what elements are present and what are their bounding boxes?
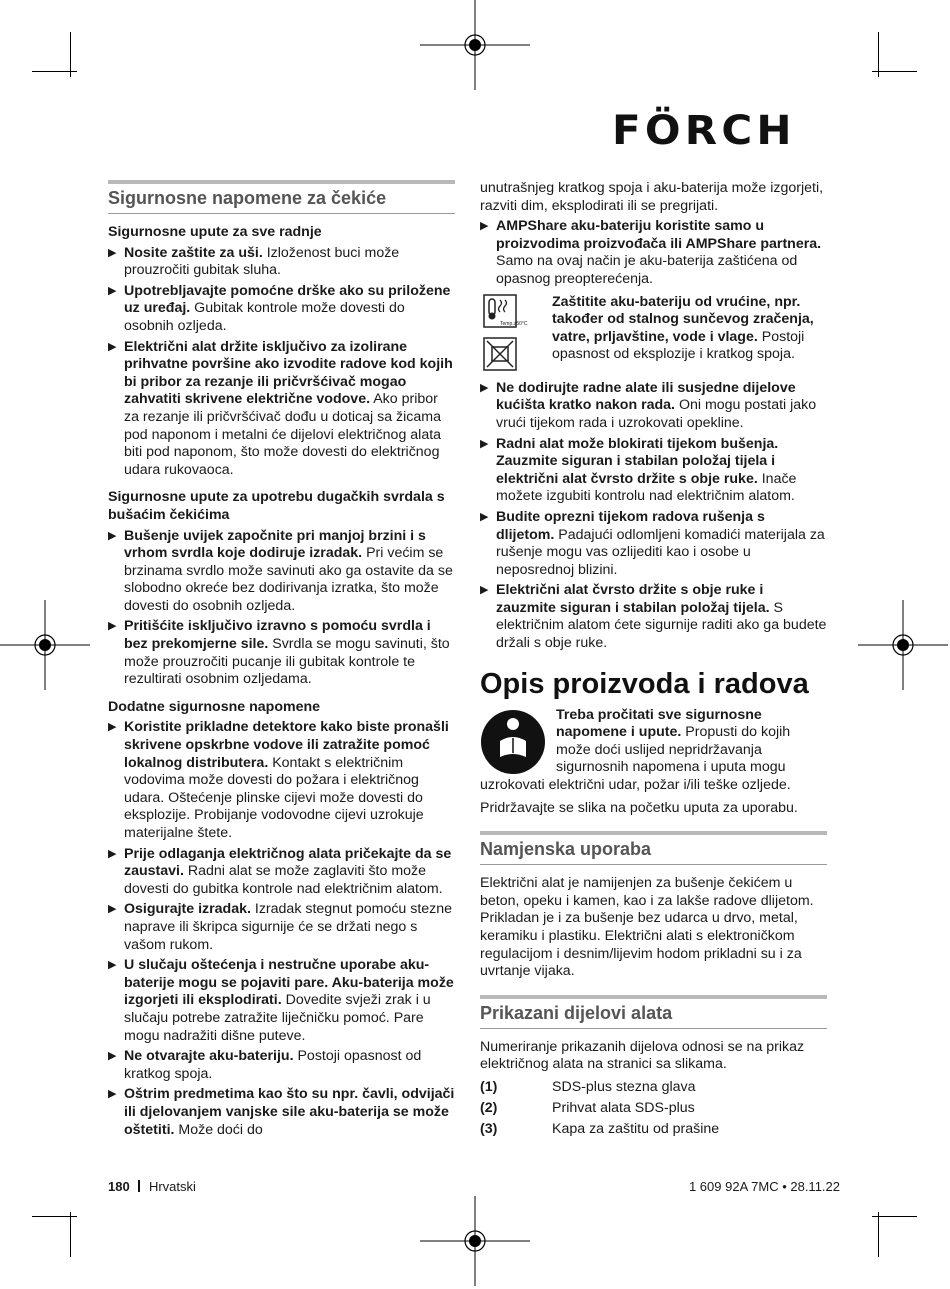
list-item <box>108 339 455 480</box>
item-text: Samo na ovaj način je aku-baterija zaštićena od opasnog preopterećenja. <box>496 253 798 287</box>
list-item <box>480 218 827 288</box>
document-code: 1 609 92A 7MC • 28.11.22 <box>688 1179 840 1194</box>
arrow-bullet-icon: ▶ <box>108 903 117 916</box>
arrow-bullet-icon: ▶ <box>480 381 489 394</box>
part-number: (1) <box>480 1078 498 1095</box>
item-bold: Koristite prikladne detektore kako biste pronašli skrivene opskrbne vodove ili zatražite pomoć lokalnog distributera. <box>124 719 449 771</box>
section-heading: Sigurnosne napomene za čekiće <box>108 180 455 214</box>
registration-mark-right <box>858 600 948 690</box>
item-bold: Pritišćite isključivo izravno s pomoću svrdla i bez prekomjerne sile. <box>124 618 431 653</box>
read-bold: Treba pročitati sve sigurnosne napomene i upute. <box>556 706 762 741</box>
page-number: 180 <box>108 1179 130 1194</box>
registration-mark-top <box>420 0 530 90</box>
read-text: Propusti do kojih može doći uslijed nepridržavanja sigurnosnih napomena i uputa mogu uzrokovati električni udar, požar i/ili teške ozljede. <box>480 724 791 794</box>
continued-text: unutrašnjeg kratkog spoja i aku-baterija može izgorjeti, razviti dim, eksplodirati ili se pregrijati. <box>480 180 824 214</box>
item-text: Pri većim se brzinama svrdlo može savinuti ako ga ostavite da se slobodno okreće bez dodirivanja izratka, što može dovesti do osobnih ozljeda. <box>124 545 453 614</box>
subheading: Sigurnosne upute za sve radnje <box>108 224 322 240</box>
arrow-bullet-icon: ▶ <box>108 620 117 633</box>
item-text: Kontakt s električnim vodovima može dovesti do požara i električnog udara. Oštećenje plinske cijevi može dovesti do eksplozije. Probijanje vodovodne cijevi uzrokuje materijalne štete. <box>124 754 424 841</box>
item-text: Padajući odlomljeni komadići materijala za rušenje mogu vas ozlijediti kao i osobe u neposrednoj blizini. <box>496 526 825 578</box>
arrow-bullet-icon: ▶ <box>480 220 489 233</box>
item-text: Dovedite svježi zrak i u slučaju potrebe zatražite liječničku pomoć. Pare mogu nadražiti dišne puteve. <box>124 992 431 1044</box>
registration-mark-bottom <box>420 1196 530 1286</box>
arrow-bullet-icon: ▶ <box>480 437 489 450</box>
arrow-bullet-icon: ▶ <box>108 1088 117 1101</box>
item-bold: Osigurajte izradak. <box>124 901 251 918</box>
list-item <box>108 719 455 842</box>
arrow-bullet-icon: ▶ <box>108 847 117 860</box>
item-bold: Upotrebljavajte pomoćne drške ako su priložene uz uređaj. <box>124 282 451 317</box>
item-bold: Nosite zaštite za uši. <box>124 244 263 261</box>
chapter-title: Opis proizvoda i radova <box>480 667 809 700</box>
read-manual-icon <box>480 709 546 775</box>
item-text: Inače možete izgubiti kontrolu nad električnim alatom. <box>496 470 797 505</box>
list-item <box>108 901 455 954</box>
right-column <box>480 180 827 1140</box>
item-bold: U slučaju oštećenja i nestručne uporabe aku-baterije mogu se pojaviti pare. Aku-baterija može izgorjeti ili eksplodirati. <box>124 957 454 1009</box>
item-text: Gubitak kontrole može dovesti do osobnih ozljeda. <box>124 300 405 334</box>
item-text: Ako pribor za rezanje ili pričvršćivač dođu u doticaj sa žicama pod naponom i metalni će dijelovi električnog alata biti pod naponom, što može dovesti do električnog udara rukovaoca. <box>124 391 442 478</box>
section-heading: Prikazani dijelovi alata <box>480 995 827 1029</box>
subheading: Sigurnosne upute za upotrebu dugačkih svrdala s bušaćim čekićima <box>108 489 445 523</box>
item-text: Izradak stegnut pomoću stezne naprave ili škripca sigurnije će se držati nego s vašom rukom. <box>124 901 453 953</box>
heat-warning-bold: Zaštitite aku-bateriju od vrućine, npr. također od stalnog sunčevog zračenja, vatre, prljavštine, vode i vlage. <box>552 293 814 345</box>
list-item <box>480 436 827 506</box>
item-text: Izloženost buci može prouzročiti gubitak sluha. <box>124 244 400 279</box>
list-item <box>108 618 455 688</box>
arrow-bullet-icon: ▶ <box>108 284 117 297</box>
list-item <box>480 380 827 433</box>
bullet-list <box>480 380 827 653</box>
left-column <box>108 180 455 1139</box>
page-footer <box>108 1179 840 1194</box>
arrow-bullet-icon: ▶ <box>108 959 117 972</box>
list-item <box>108 1048 455 1083</box>
part-label: Prihvat alata SDS-plus <box>552 1099 695 1116</box>
section-text: Električni alat je namijenjen za bušenje čekićem u beton, opeku i kamen, kao i za lakše radove dlijetom. Prikladan je i za bušenje bez udarca u drvo, metal, keramiku i plastiku. Električni alati s elektroničkom regulacijom i desnim/lijevim hodom prikladni su i za uvrtanje vijaka. <box>480 875 814 980</box>
arrow-bullet-icon: ▶ <box>108 1050 117 1063</box>
arrow-bullet-icon: ▶ <box>480 510 489 523</box>
subheading: Dodatne sigurnosne napomene <box>108 698 321 715</box>
item-text: Postoji opasnost od kratkog spoja. <box>124 1048 422 1082</box>
heat-warning-text: Postoji opasnost od eksplozije i kratkog spoja. <box>552 328 805 363</box>
item-text: Oni mogu postati jako vrući tijekom rada i uzrokovati opekline. <box>496 397 817 431</box>
part-row <box>480 1119 827 1140</box>
heat-icon-label: Temp.≥50°C <box>500 320 528 327</box>
item-bold: Električni alat čvrsto držite s obje ruke i zauzmite siguran i stabilan položaj tijela. <box>496 582 770 616</box>
item-bold: Ne otvarajte aku-bateriju. <box>124 1048 294 1065</box>
read-instructions-block <box>480 707 827 795</box>
arrow-bullet-icon: ▶ <box>108 246 117 259</box>
part-row <box>480 1077 827 1098</box>
item-bold: Ne dodirujte radne alate ili susjedne dijelove kućišta kratko nakon rada. <box>496 379 796 414</box>
bullet-list <box>108 528 455 689</box>
language-label: Hrvatski <box>148 1179 196 1194</box>
arrow-bullet-icon: ▶ <box>480 584 489 597</box>
item-text: Može doći do <box>174 1121 263 1138</box>
bullet-list <box>108 719 455 1139</box>
follow-note: Pridržavajte se slika na početku uputa za uporabu. <box>480 799 798 816</box>
no-water-icon <box>483 337 517 371</box>
parts-list <box>480 1077 827 1140</box>
item-bold: AMPShare aku-bateriju koristite samo u proizvodima proizvođača ili AMPShare partnera. <box>496 218 822 252</box>
item-bold: Prije odlaganja električnog alata pričekajte da se zaustavi. <box>124 845 452 880</box>
item-bold: Radni alat može blokirati tijekom bušenja. Zauzmite siguran i stabilan položaj tijela i električni alat čvrsto držite s obje ruke. <box>496 435 779 487</box>
item-bold: Električni alat držite isključivo za izolirane prihvatne površine ako izvodite radove kod kojih bi pribor za rezanje ili pričvršćivač mogao zahvatiti skrivene električne vodove. <box>124 338 453 408</box>
list-item <box>108 846 455 899</box>
arrow-bullet-icon: ▶ <box>108 721 117 734</box>
list-item <box>108 528 455 616</box>
list-item <box>108 957 455 1045</box>
list-item <box>480 509 827 579</box>
arrow-bullet-icon: ▶ <box>108 340 117 353</box>
part-number: (3) <box>480 1120 498 1137</box>
list-item <box>108 283 455 336</box>
section-heading: Namjenska uporaba <box>480 831 827 865</box>
battery-heat-icon <box>483 294 528 328</box>
item-text: Radni alat se može zaglaviti što može dovesti do gubitka kontrole nad električnim alatom. <box>124 863 443 897</box>
brand-logo: FÖRCH <box>612 108 796 154</box>
bullet-list <box>480 218 827 288</box>
list-item <box>480 582 827 652</box>
list-item <box>108 245 455 280</box>
item-bold: Oštrim predmetima kao što su npr. čavli, odvijači ili djelovanjem vanjske sile aku-baterija se može oštetiti. <box>124 1086 455 1138</box>
registration-mark-left <box>0 600 90 690</box>
part-number: (2) <box>480 1099 498 1116</box>
item-bold: Budite oprezni tijekom radova rušenja s dlijetom. <box>496 508 765 543</box>
arrow-bullet-icon: ▶ <box>108 529 117 542</box>
list-item <box>108 1086 455 1139</box>
part-label: Kapa za zaštitu od prašine <box>552 1120 720 1137</box>
item-text: Svrdla se mogu savinuti, što može prouzročiti pucanje ili gubitak kontrole te rezultirati osobnim ozljedama. <box>124 636 450 688</box>
heat-warning <box>480 294 827 377</box>
part-label: SDS-plus stezna glava <box>552 1078 696 1095</box>
item-bold: Bušenje uvijek započnite pri manjoj brzini i s vrhom svrdla koje dodiruje izradak. <box>124 527 426 562</box>
part-row <box>480 1098 827 1119</box>
section-text: Numeriranje prikazanih dijelova odnosi se na prikaz električnog alata na stranici sa slikama. <box>480 1038 805 1073</box>
item-text: S električnim alatom ćete sigurnije raditi ako ga budete držali s obje ruke. <box>496 599 827 652</box>
bullet-list <box>108 245 455 480</box>
